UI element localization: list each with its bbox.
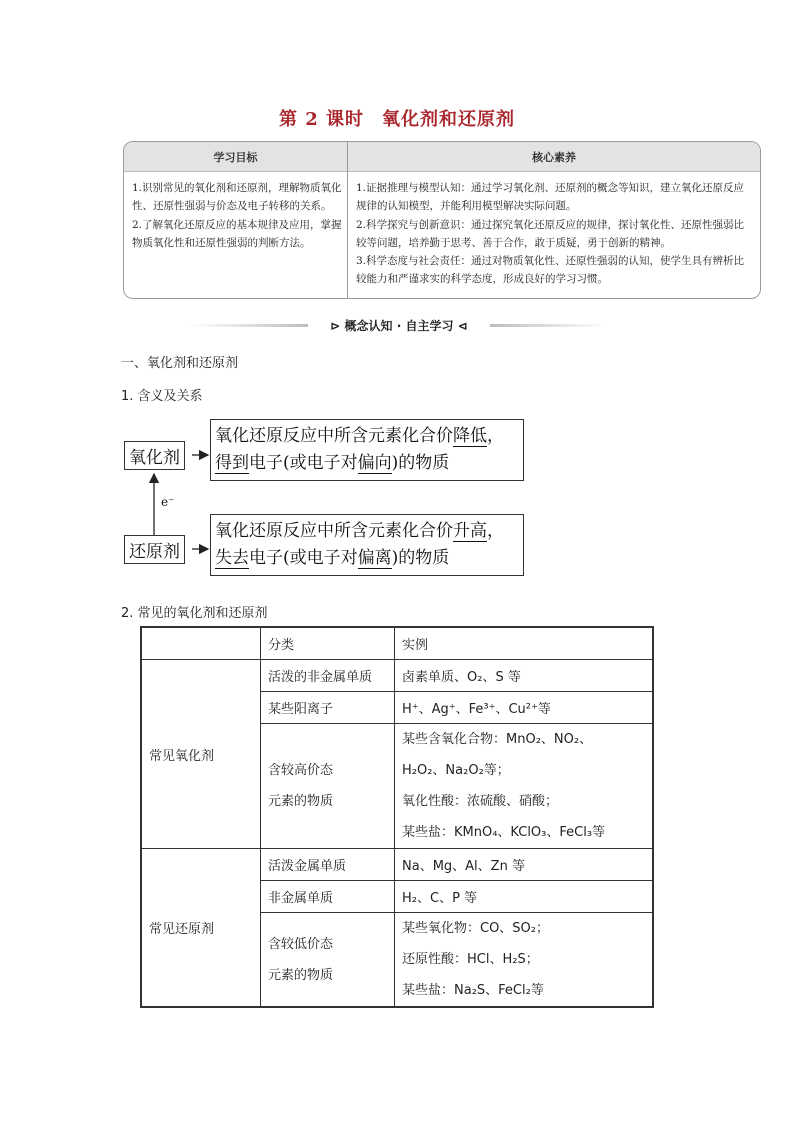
key-term: 升高 [453,521,487,541]
learning-goal-item: 1.识别常见的氧化剂和还原剂，理解物质氧化性、还原性强弱与价态及电子转移的关系。 [132,182,342,213]
table-cell [395,913,654,1008]
cell-line: 还原性酸：HCl、H₂S； [402,952,539,967]
table-cell: 活泼金属单质 [261,849,395,881]
cell-line: 某些盐：KMnO₄、KClO₃、FeCl₃等 [402,825,606,840]
table-cell: 某些阳离子 [261,692,395,724]
core-literacy-header: 核心素养 [532,151,576,164]
group-label-reductant: 常见还原剂 [141,849,261,1008]
learning-goal-item: 2.了解氧化还原反应的基本规律及应用，掌握物质氧化性和还原性强弱的判断方法。 [132,218,342,249]
table-cell: 活泼的非金属单质 [261,660,395,692]
table-cell: H₂、C、P 等 [395,881,654,913]
core-literacy-item: 2.科学探究与创新意识：通过探究氧化还原反应的规律，探讨氧化性、还原性强弱比较等问题，培养勤于思考、善于合作，敢于质疑，勇于创新的精神。 [356,218,745,249]
learning-goals-header: 学习目标 [213,151,258,164]
cell-line: 某些盐：Na₂S、FeCl₂等 [402,983,544,998]
key-term: 降低 [453,426,487,446]
table-row [141,660,653,692]
oxidant-reductant-table [140,626,654,1008]
definition-text: ， [487,521,504,541]
table-cell: 非金属单质 [261,881,395,913]
table-cell: 卤素单质、O₂、S 等 [395,660,654,692]
banner-text: ⊳ 概念认知 · 自主学习 ⊲ [330,319,468,333]
definition-text: )的物质 [391,453,450,473]
subsection-heading: 1. 含义及关系 [121,389,203,404]
subsection-heading: 2. 常见的氧化剂和还原剂 [121,606,268,621]
reductant-definition [210,514,524,576]
cell-line: H₂O₂、Na₂O₂等； [402,763,510,778]
definition-text: ， [487,426,504,446]
electron-label: e⁻ [161,495,175,509]
cell-line: 氧化性酸：浓硫酸、硝酸； [402,794,559,809]
table-header: 实例 [395,627,654,660]
cell-line: 元素的物质 [268,967,334,983]
oxidant-definition [210,419,524,481]
definition-text: )的物质 [391,548,450,568]
reductant-label: 还原剂 [124,535,185,564]
table-header-row [141,627,653,660]
cell-line: 某些氧化物：CO、SO₂； [402,921,550,936]
lesson-number: 第 2 课时 [278,109,365,130]
table-cell [395,724,654,849]
cell-line: 某些含氧化合物：MnO₂、NO₂、 [402,732,593,747]
cell-line: 含较高价态 [268,763,334,778]
key-term: 偏向 [357,453,392,473]
table-header: 分类 [261,627,395,660]
cell-line: 元素的物质 [268,794,334,809]
table-cell [261,724,395,849]
definition-text: 电子(或电子对 [249,453,358,473]
table-cell [261,913,395,1008]
oxidant-label: 氧化剂 [124,441,185,470]
lesson-title: 氧化剂和还原剂 [382,109,516,130]
definition-text: 氧化还原反应中所含元素化合价 [215,521,453,541]
key-term: 失去 [215,548,249,568]
table-corner [141,627,261,660]
cell-line: 含较低价态 [268,936,334,952]
key-term: 偏离 [357,548,392,568]
core-literacy-item: 3.科学态度与社会责任：通过对物质氧化性、还原性强弱的认知，使学生具有辨析比较能力和严谨求实的科学态度，形成良好的学习习惯。 [356,255,745,286]
definition-text: 电子(或电子对 [249,548,358,568]
table-cell: H⁺、Ag⁺、Fe³⁺、Cu²⁺等 [395,692,654,724]
definition-text: 氧化还原反应中所含元素化合价 [215,426,453,446]
table-row [141,849,653,881]
table-cell: Na、Mg、Al、Zn 等 [395,849,654,881]
section-heading: 一、氧化剂和还原剂 [121,356,239,371]
key-term: 得到 [215,453,249,473]
core-literacy-item: 1.证据推理与模型认知：通过学习氧化剂、还原剂的概念等知识，建立氧化还原反应规律的认知模型，并能利用模型解决实际问题。 [356,182,745,213]
group-label-oxidant: 常见氧化剂 [141,660,261,849]
